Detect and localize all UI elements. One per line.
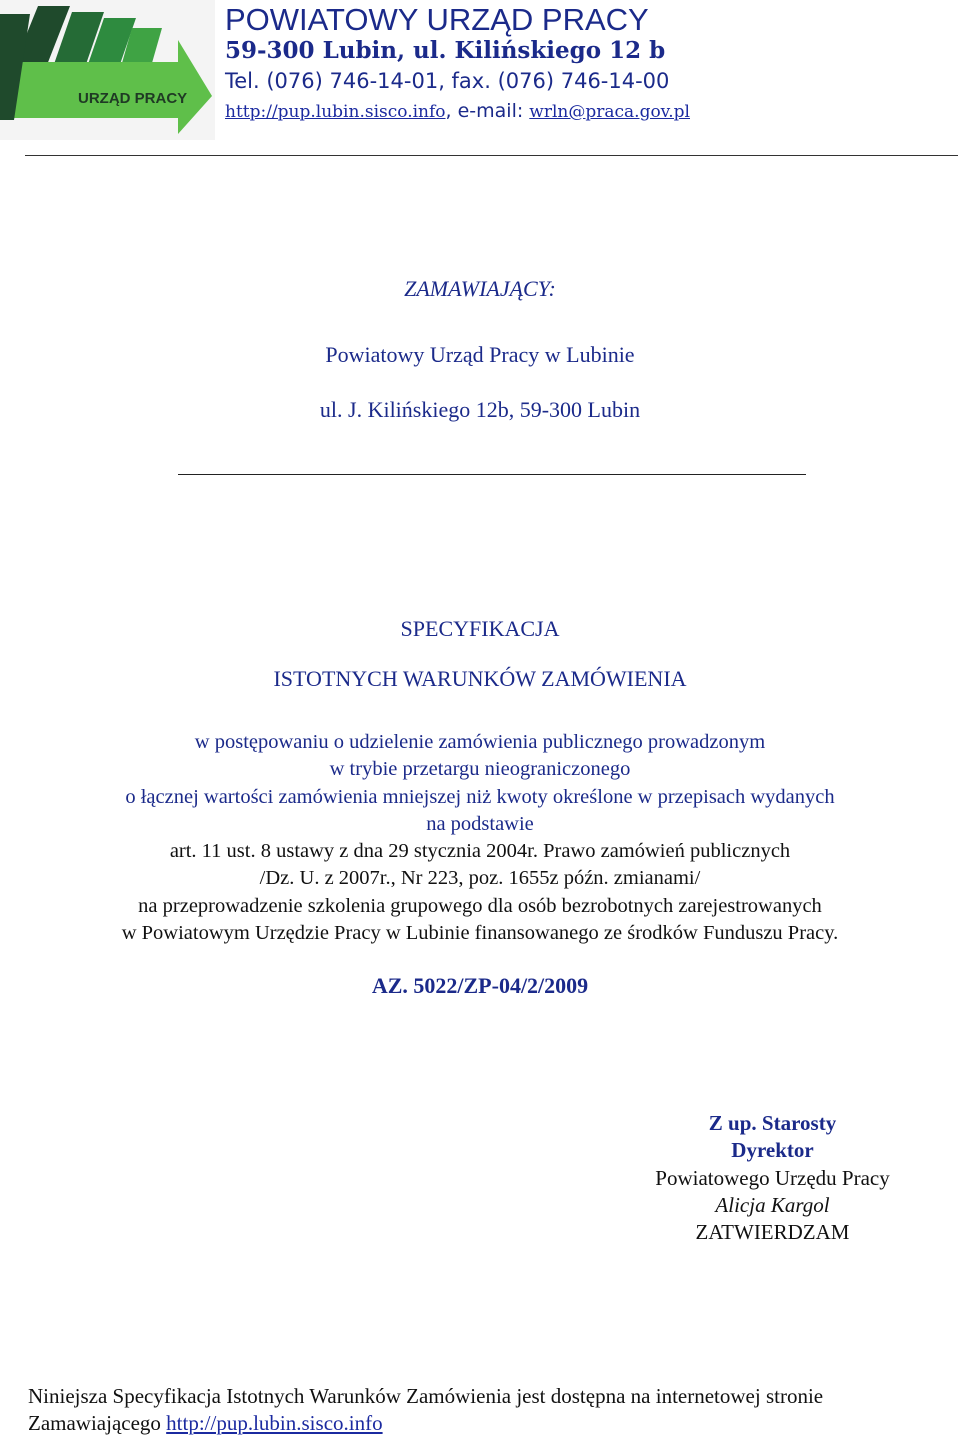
logo-text: URZĄD PRACY xyxy=(78,90,188,107)
description xyxy=(0,729,960,947)
footer-link[interactable]: http://pup.lubin.sisco.info xyxy=(166,1411,383,1435)
office-title: POWIATOWY URZĄD PRACY xyxy=(225,2,649,37)
doc-title-line2: ISTOTNYCH WARUNKÓW ZAMÓWIENIA xyxy=(273,666,687,691)
email-label: , e-mail: xyxy=(445,100,530,122)
logo xyxy=(0,0,215,140)
contact-line xyxy=(225,96,690,127)
ordering-party-address: ul. J. Kilińskiego 12b, 59-300 Lubin xyxy=(319,397,641,422)
office-phone: Tel. (076) 746-14-01, fax. (076) 746-14-00 xyxy=(225,69,670,93)
signature-line2: Dyrektor xyxy=(731,1138,814,1163)
section-divider xyxy=(178,474,806,475)
signature-line1: Z up. Starosty xyxy=(708,1111,837,1135)
description-line: w postępowaniu o udzielenie zamówienia publicznego prowadzonym xyxy=(194,731,766,753)
doc-title-line1: SPECYFIKACJA xyxy=(400,616,560,641)
footer-note xyxy=(28,1383,958,1437)
description-line: o łącznej wartości zamówienia mniejszej niż kwoty określone w przepisach wydanych xyxy=(125,785,835,808)
approval-text: ZATWIERDZAM xyxy=(695,1220,850,1245)
signatory-name: Alicja Kargol xyxy=(715,1192,830,1217)
description-line: art. 11 ust. 8 ustawy z dna 29 stycznia 2004r. Prawo zamówień publicznych xyxy=(169,840,791,863)
description-line: w trybie przetargu nieograniczonego xyxy=(329,758,631,781)
description-line: na podstawie xyxy=(426,812,534,835)
email-link[interactable]: wrln@praca.gov.pl xyxy=(529,102,690,122)
reference-number: AZ. 5022/ZP-04/2/2009 xyxy=(371,973,589,998)
description-line: /Dz. U. z 2007r., Nr 223, poz. 1655z późn. zmianami/ xyxy=(259,867,701,890)
signature-line3: Powiatowego Urzędu Pracy xyxy=(655,1165,890,1190)
signature-block xyxy=(585,1110,960,1246)
ordering-party-label: ZAMAWIAJĄCY: xyxy=(404,276,556,301)
website-link[interactable]: http://pup.lubin.sisco.info xyxy=(225,102,446,122)
header-divider xyxy=(25,155,958,156)
description-line: w Powiatowym Urzędzie Pracy w Lubinie finansowanego ze środków Funduszu Pracy. xyxy=(121,922,839,945)
ordering-party-name: Powiatowy Urząd Pracy w Lubinie xyxy=(325,342,635,367)
description-line: na przeprowadzenie szkolenia grupowego dla osób bezrobotnych zarejestrowanych xyxy=(138,894,822,917)
footer-text: Niniejsza Specyfikacja Istotnych Warunków Zamówienia jest dostępna na internetowej stronie Zamawiającego xyxy=(28,1384,824,1435)
logo-graphic xyxy=(0,0,215,140)
office-address: 59-300 Lubin, ul. Kilińskiego 12 b xyxy=(225,37,666,64)
